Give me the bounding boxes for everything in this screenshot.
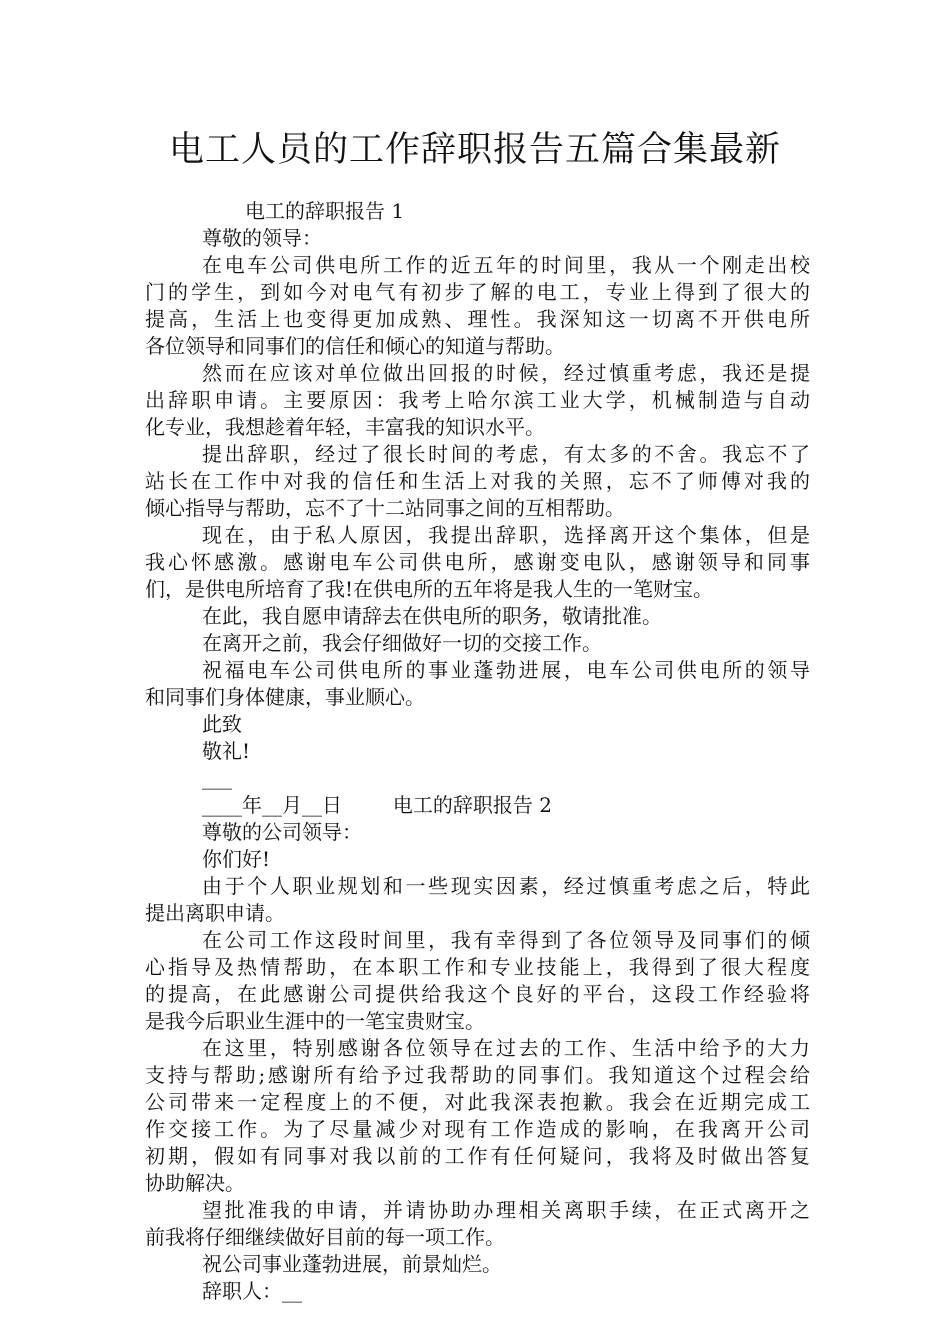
report1-date-line: ____年__月__日 电工的辞职报告 2 <box>202 793 552 817</box>
report1-paragraph-line: 然而在应该对单位做出回报的时候，经过慎重考虑，我还是提 <box>202 361 810 385</box>
report1-paragraph-line: 各位领导和同事们的信任和倾心的知道与帮助。 <box>145 334 565 358</box>
report1-paragraph-line: 们，是供电所培育了我!在供电所的五年将是我人生的一笔财宝。 <box>145 577 714 601</box>
report2-paragraph-line: 公司带来一定程度上的不便，对此我深表抱歉。我会在近期完成工 <box>145 1090 810 1114</box>
report1-paragraph-line: 我心怀感激。感谢电车公司供电所，感谢变电队，感谢领导和同事 <box>145 550 810 574</box>
report2-paragraph-line: 初期，假如有同事对我以前的工作有任何疑问，我将及时做出答复 <box>145 1144 810 1168</box>
report1-paragraph-line: 祝福电车公司供电所的事业蓬勃进展，电车公司供电所的领导 <box>202 658 810 682</box>
report1-paragraph <box>145 630 810 657</box>
report1-paragraph-line: 现在，由于私人原因，我提出辞职，选择离开这个集体，但是 <box>202 523 810 547</box>
report2-paragraph <box>145 873 810 927</box>
report2-paragraph-line: 心指导及热情帮助，在本职工作和专业技能上，我得到了很大程度 <box>145 955 810 979</box>
report1-signature-line: ___ <box>202 766 232 790</box>
report1-paragraph-line: 站长在工作中对我的信任和生活上对我的关照，忘不了师傅对我的 <box>145 469 810 493</box>
report1-paragraph <box>145 657 810 711</box>
report2-paragraph-line: 的提高，在此感谢公司提供给我这个良好的平台，这段工作经验将 <box>145 982 810 1006</box>
report1-salutation: 尊敬的领导： <box>202 226 322 250</box>
report2-paragraph-line: 协助解决。 <box>145 1171 245 1195</box>
report2-paragraph-line: 望批准我的申请，并请协助办理相关离职手续，在正式离开之 <box>202 1198 810 1222</box>
report1-paragraph-line: 提出辞职，经过了很长时间的考虑，有太多的不舍。我忘不了 <box>202 442 810 466</box>
report2-paragraph-line: 是我今后职业生涯中的一笔宝贵财宝。 <box>145 1009 485 1033</box>
document-title: 电工人员的工作辞职报告五篇合集最新 <box>168 130 781 170</box>
report2-paragraph-line: 在这里，特别感谢各位领导在过去的工作、生活中给予的大力 <box>202 1036 810 1060</box>
report1-paragraph <box>145 603 810 630</box>
report1-paragraph-line: 门的学生，到如今对电气有初步了解的电工，专业上得到了很大的 <box>145 280 810 304</box>
report2-paragraph-line: 提出离职申请。 <box>145 901 285 925</box>
report2-salutation: 尊敬的公司领导： <box>202 820 362 844</box>
report2-paragraph-line: 支持与帮助;感谢所有给予过我帮助的同事们。我知道这个过程会给 <box>145 1063 810 1087</box>
report2-paragraph <box>145 1035 810 1197</box>
report2-paragraph-line: 在公司工作这段时间里，我有幸得到了各位领导及同事们的倾 <box>202 928 810 952</box>
report2-paragraph-line: 祝公司事业蓬勃进展，前景灿烂。 <box>202 1252 502 1276</box>
report2-paragraphs <box>145 873 810 1278</box>
report1-paragraphs <box>145 252 810 711</box>
report1-paragraph-line: 出辞职申请。主要原因：我考上哈尔滨工业大学，机械制造与自动 <box>145 388 810 412</box>
report1-closing-1: 此致 <box>202 712 242 736</box>
report1-paragraph <box>145 441 810 522</box>
report2-paragraph-line: 作交接工作。为了尽量减少对现有工作造成的影响，在我离开公司 <box>145 1117 810 1141</box>
report1-paragraph <box>145 360 810 441</box>
report1-heading: 电工的辞职报告 1 <box>245 199 405 223</box>
report1-paragraph-line: 在离开之前，我会仔细做好一切的交接工作。 <box>202 631 602 655</box>
report1-paragraph-line: 和同事们身体健康，事业顺心。 <box>145 685 425 709</box>
report1-paragraph <box>145 252 810 360</box>
report1-paragraph-line: 倾心指导与帮助，忘不了十二站同事之间的互相帮助。 <box>145 496 625 520</box>
report2-paragraph-line: 由于个人职业规划和一些现实因素，经过慎重考虑之后，特此 <box>202 874 810 898</box>
report1-paragraph-line: 在此，我自愿申请辞去在供电所的职务，敬请批准。 <box>202 604 662 628</box>
report1-paragraph <box>145 522 810 603</box>
report2-greeting: 你们好! <box>202 847 271 871</box>
report1-closing-2: 敬礼! <box>202 739 251 763</box>
report1-paragraph-line: 在电车公司供电所工作的近五年的时间里，我从一个刚走出校 <box>202 253 810 277</box>
report1-paragraph-line: 提高，生活上也变得更加成熟、理性。我深知这一切离不开供电所 <box>145 307 810 331</box>
report2-paragraph <box>145 927 810 1035</box>
document-body <box>145 198 810 1305</box>
report2-signer: 辞职人：__ <box>202 1279 302 1303</box>
report2-paragraph <box>145 1197 810 1251</box>
report2-paragraph <box>145 1251 810 1278</box>
report2-paragraph-line: 前我将仔细继续做好目前的每一项工作。 <box>145 1225 505 1249</box>
report1-paragraph-line: 化专业，我想趁着年轻，丰富我的知识水平。 <box>145 415 545 439</box>
